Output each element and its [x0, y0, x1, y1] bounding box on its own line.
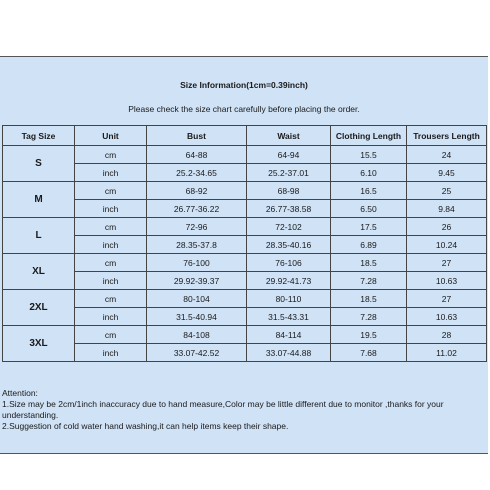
chart-title: Size Information(1cm=0.39inch): [180, 80, 308, 90]
bust-cell: 29.92-39.37: [147, 272, 247, 290]
waist-cell: 31.5-43.31: [247, 308, 331, 326]
table-row: [3, 182, 487, 200]
tag-size-cell: L: [3, 218, 75, 254]
trousers-length-cell: 27: [407, 254, 487, 272]
clothing-length-cell: 18.5: [331, 254, 407, 272]
clothing-length-cell: 6.10: [331, 164, 407, 182]
table-row: [3, 236, 487, 254]
clothing-length-cell: 7.28: [331, 308, 407, 326]
waist-cell: 84-114: [247, 326, 331, 344]
unit-cell: inch: [75, 308, 147, 326]
bust-cell: 64-88: [147, 146, 247, 164]
attention-note: 2.Suggestion of cold water hand washing,it can help items keep their shape.: [2, 421, 289, 431]
bust-cell: 28.35-37.8: [147, 236, 247, 254]
trousers-length-cell: 28: [407, 326, 487, 344]
bust-cell: 72-96: [147, 218, 247, 236]
bust-cell: 84-108: [147, 326, 247, 344]
unit-cell: inch: [75, 272, 147, 290]
table-header-row: [3, 126, 487, 146]
waist-cell: 28.35-40.16: [247, 236, 331, 254]
unit-cell: inch: [75, 236, 147, 254]
unit-cell: cm: [75, 326, 147, 344]
chart-subtitle: Please check the size chart carefully before placing the order.: [128, 104, 360, 114]
column-header-tag-size: Tag Size: [3, 126, 75, 146]
table-row: [3, 200, 487, 218]
table-row: [3, 164, 487, 182]
trousers-length-cell: 10.63: [407, 308, 487, 326]
size-table: [2, 125, 487, 362]
trousers-length-cell: 10.63: [407, 272, 487, 290]
bust-cell: 31.5-40.94: [147, 308, 247, 326]
waist-cell: 76-106: [247, 254, 331, 272]
tag-size-cell: M: [3, 182, 75, 218]
clothing-length-cell: 19.5: [331, 326, 407, 344]
column-header-clothing-length: Clothing Length: [331, 126, 407, 146]
clothing-length-cell: 16.5: [331, 182, 407, 200]
attention-note: 1.Size may be 2cm/1inch inaccuracy due to hand measure,Color may be little different due to monitor ,thanks for your understanding.: [2, 399, 444, 420]
trousers-length-cell: 9.45: [407, 164, 487, 182]
clothing-length-cell: 7.68: [331, 344, 407, 362]
table-row: [3, 146, 487, 164]
size-table-body: [3, 146, 487, 362]
unit-cell: cm: [75, 254, 147, 272]
trousers-length-cell: 25: [407, 182, 487, 200]
column-header-trousers-length: Trousers Length: [407, 126, 487, 146]
tag-size-cell: 3XL: [3, 326, 75, 362]
clothing-length-cell: 7.28: [331, 272, 407, 290]
waist-cell: 72-102: [247, 218, 331, 236]
table-row: [3, 308, 487, 326]
unit-cell: cm: [75, 290, 147, 308]
column-header-bust: Bust: [147, 126, 247, 146]
trousers-length-cell: 27: [407, 290, 487, 308]
unit-cell: cm: [75, 182, 147, 200]
unit-cell: cm: [75, 146, 147, 164]
tag-size-cell: S: [3, 146, 75, 182]
trousers-length-cell: 11.02: [407, 344, 487, 362]
table-row: [3, 326, 487, 344]
clothing-length-cell: 18.5: [331, 290, 407, 308]
tag-size-cell: 2XL: [3, 290, 75, 326]
unit-cell: inch: [75, 344, 147, 362]
waist-cell: 29.92-41.73: [247, 272, 331, 290]
clothing-length-cell: 17.5: [331, 218, 407, 236]
trousers-length-cell: 26: [407, 218, 487, 236]
bust-cell: 76-100: [147, 254, 247, 272]
attention-heading: Attention:: [2, 388, 38, 398]
unit-cell: inch: [75, 200, 147, 218]
bust-cell: 68-92: [147, 182, 247, 200]
waist-cell: 33.07-44.88: [247, 344, 331, 362]
table-row: [3, 272, 487, 290]
bust-cell: 80-104: [147, 290, 247, 308]
trousers-length-cell: 24: [407, 146, 487, 164]
bust-cell: 33.07-42.52: [147, 344, 247, 362]
trousers-length-cell: 10.24: [407, 236, 487, 254]
bust-cell: 25.2-34.65: [147, 164, 247, 182]
tag-size-cell: XL: [3, 254, 75, 290]
bust-cell: 26.77-36.22: [147, 200, 247, 218]
trousers-length-cell: 9.84: [407, 200, 487, 218]
clothing-length-cell: 15.5: [331, 146, 407, 164]
column-header-unit: Unit: [75, 126, 147, 146]
unit-cell: inch: [75, 164, 147, 182]
unit-cell: cm: [75, 218, 147, 236]
clothing-length-cell: 6.89: [331, 236, 407, 254]
waist-cell: 80-110: [247, 290, 331, 308]
waist-cell: 26.77-38.58: [247, 200, 331, 218]
table-row: [3, 218, 487, 236]
clothing-length-cell: 6.50: [331, 200, 407, 218]
table-row: [3, 290, 487, 308]
column-header-waist: Waist: [247, 126, 331, 146]
waist-cell: 64-94: [247, 146, 331, 164]
waist-cell: 68-98: [247, 182, 331, 200]
waist-cell: 25.2-37.01: [247, 164, 331, 182]
attention-notes: [2, 388, 486, 432]
table-row: [3, 254, 487, 272]
table-row: [3, 344, 487, 362]
